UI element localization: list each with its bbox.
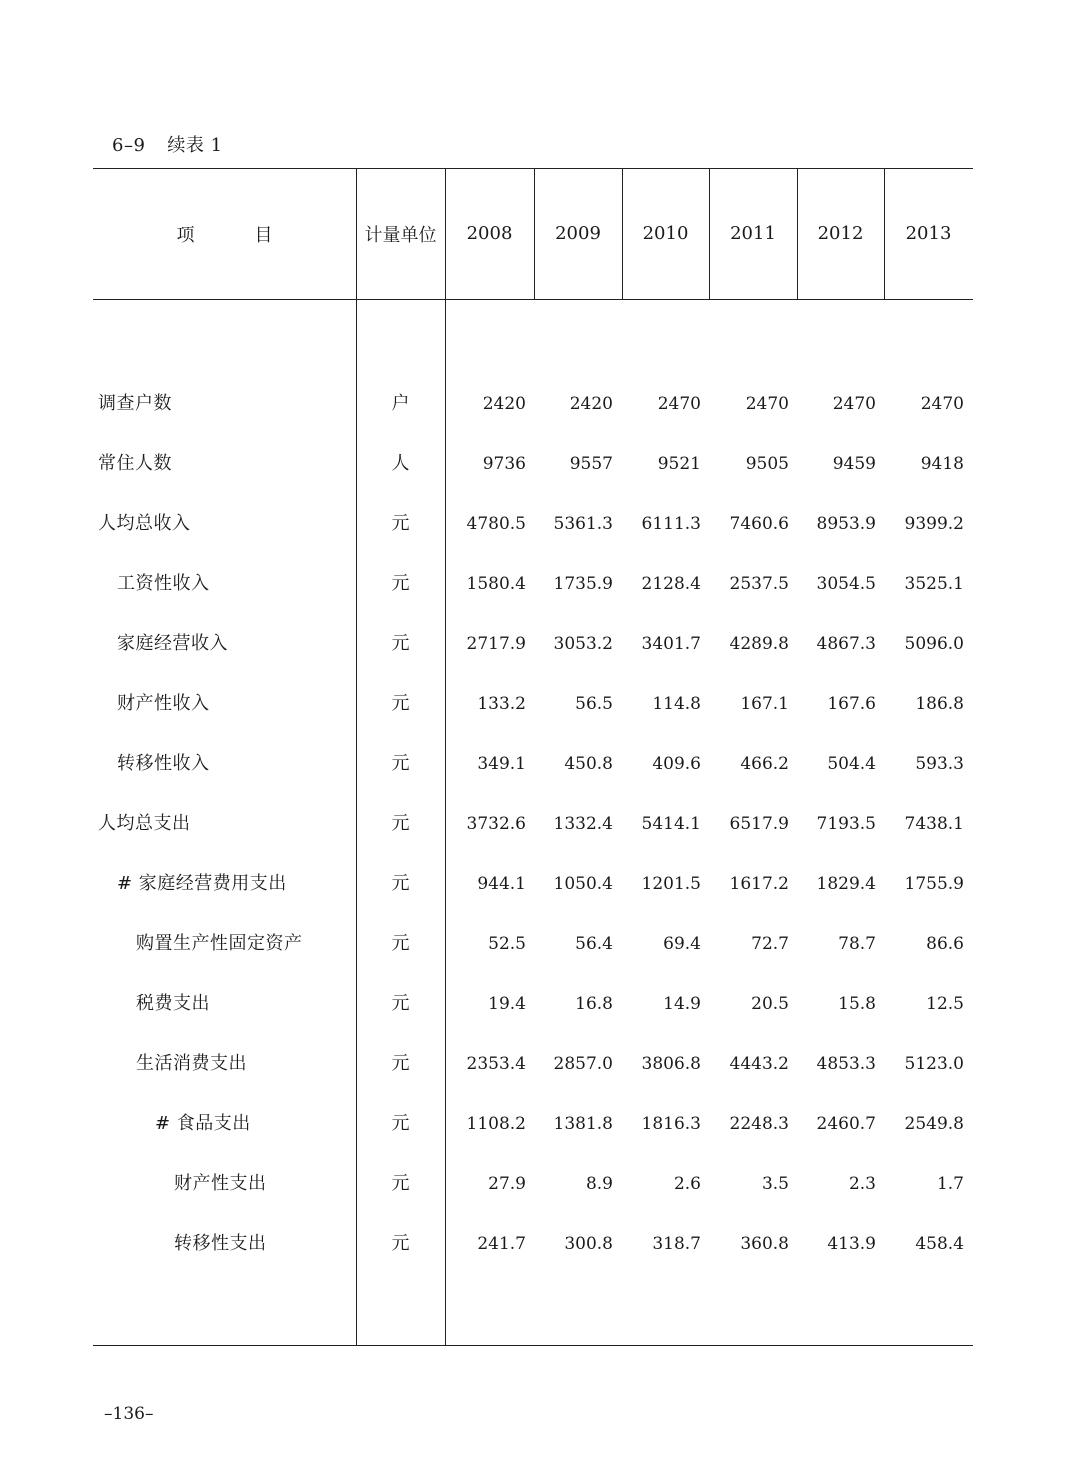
cell-value: 2470 [745, 394, 789, 414]
cell-value: 2549.8 [904, 1114, 964, 1134]
cell-value: 167.1 [740, 694, 789, 714]
cell-value: 20.5 [751, 994, 789, 1014]
cell-value: 2717.9 [466, 634, 526, 654]
cell-value: 5361.3 [553, 514, 613, 534]
header-item [93, 168, 356, 299]
cell-value: 1.7 [936, 1174, 964, 1194]
cell-value: 4289.8 [729, 634, 789, 654]
cell-value: 349.1 [477, 754, 526, 774]
cell-value: 1050.4 [553, 874, 613, 894]
table-row [93, 1094, 973, 1154]
row-label: 生活消费支出 [136, 1053, 247, 1074]
cell-value: 12.5 [926, 994, 964, 1014]
cell-value: 56.4 [575, 934, 613, 954]
row-label: 转移性收入 [117, 753, 210, 774]
cell-value: 4853.3 [816, 1054, 876, 1074]
header-bottom-rule [93, 299, 973, 300]
cell-value: 7460.6 [729, 514, 789, 534]
table-row [93, 494, 973, 554]
cell-value: 413.9 [827, 1234, 876, 1254]
cell-value: 2470 [657, 394, 701, 414]
cell-value: 72.7 [751, 934, 789, 954]
cell-value: 1201.5 [641, 874, 701, 894]
row-unit: 元 [391, 933, 410, 954]
cell-value: 1381.8 [553, 1114, 613, 1134]
table-row [93, 734, 973, 794]
cell-value: 3053.2 [553, 634, 613, 654]
row-label: # 家庭经营费用支出 [117, 873, 287, 894]
row-unit: 元 [391, 813, 410, 834]
row-label: 调查户数 [98, 393, 172, 414]
row-unit: 元 [391, 573, 410, 594]
cell-value: 466.2 [740, 754, 789, 774]
cell-value: 1617.2 [729, 874, 789, 894]
row-label: 财产性支出 [174, 1173, 267, 1194]
row-label: 税费支出 [136, 993, 210, 1014]
cell-value: 4867.3 [816, 634, 876, 654]
header-item-char-2: 目 [254, 224, 273, 246]
cell-value: 167.6 [827, 694, 876, 714]
cell-value: 14.9 [663, 994, 701, 1014]
cell-value: 8953.9 [816, 514, 876, 534]
cell-value: 9418 [920, 454, 964, 474]
row-unit: 元 [391, 1053, 410, 1074]
row-unit: 元 [391, 1113, 410, 1134]
cell-value: 52.5 [488, 934, 526, 954]
cell-value: 6111.3 [641, 514, 701, 534]
cell-value: 16.8 [575, 994, 613, 1014]
header-unit: 计量单位 [364, 224, 437, 246]
header-year: 2009 [555, 223, 601, 244]
cell-value: 3732.6 [466, 814, 526, 834]
table-number: 6–9 [112, 135, 146, 156]
cell-value: 56.5 [575, 694, 613, 714]
cell-value: 186.8 [915, 694, 964, 714]
cell-value: 944.1 [477, 874, 526, 894]
cell-value: 5123.0 [904, 1054, 964, 1074]
cell-value: 1735.9 [553, 574, 613, 594]
cell-value: 458.4 [915, 1234, 964, 1254]
row-label: 人均总收入 [98, 513, 191, 534]
cell-value: 9459 [832, 454, 876, 474]
cell-value: 360.8 [740, 1234, 789, 1254]
cell-value: 504.4 [827, 754, 876, 774]
header-year: 2013 [905, 223, 952, 244]
table-row [93, 854, 973, 914]
cell-value: 15.8 [838, 994, 876, 1014]
table-row [93, 794, 973, 854]
cell-value: 2537.5 [729, 574, 789, 594]
cell-value: 409.6 [652, 754, 701, 774]
cell-value: 2470 [832, 394, 876, 414]
table-row [93, 614, 973, 674]
table-row [93, 374, 973, 434]
cell-value: 1829.4 [816, 874, 876, 894]
cell-value: 241.7 [477, 1234, 526, 1254]
cell-value: 4780.5 [466, 514, 526, 534]
row-unit: 元 [391, 693, 410, 714]
table-row [93, 914, 973, 974]
cell-value: 3401.7 [641, 634, 701, 654]
cell-value: 2128.4 [641, 574, 701, 594]
cell-value: 7438.1 [904, 814, 964, 834]
cell-value: 2420 [569, 394, 613, 414]
cell-value: 593.3 [915, 754, 964, 774]
cell-value: 3.5 [761, 1174, 789, 1194]
cell-value: 7193.5 [816, 814, 876, 834]
cell-value: 9557 [569, 454, 613, 474]
row-unit: 元 [391, 1233, 410, 1254]
row-unit: 元 [391, 633, 410, 654]
cell-value: 8.9 [585, 1174, 613, 1194]
header-year: 2008 [466, 223, 513, 244]
cell-value: 4443.2 [729, 1054, 789, 1074]
cell-value: 1332.4 [553, 814, 613, 834]
cell-value: 318.7 [652, 1234, 701, 1254]
row-unit: 元 [391, 753, 410, 774]
cell-value: 133.2 [477, 694, 526, 714]
cell-value: 3806.8 [641, 1054, 701, 1074]
row-label: 人均总支出 [98, 813, 191, 834]
row-unit: 元 [391, 873, 410, 894]
cell-value: 2.3 [848, 1174, 876, 1194]
row-label: 购置生产性固定资产 [136, 933, 303, 954]
header-year: 2012 [817, 223, 864, 244]
table-caption [112, 131, 223, 157]
table-row [93, 1034, 973, 1094]
cell-value: 300.8 [564, 1234, 613, 1254]
cell-value: 114.8 [652, 694, 701, 714]
table-bottom-rule [93, 1345, 973, 1346]
cell-value: 19.4 [488, 994, 526, 1014]
row-label: 工资性收入 [117, 573, 210, 594]
table-row [93, 1154, 973, 1214]
data-table [93, 168, 973, 1346]
cell-value: 2857.0 [553, 1054, 613, 1074]
header-item-char-1: 项 [176, 224, 195, 246]
row-unit: 元 [391, 993, 410, 1014]
cell-value: 3054.5 [816, 574, 876, 594]
cell-value: 69.4 [663, 934, 701, 954]
cell-value: 1580.4 [466, 574, 526, 594]
cell-value: 9399.2 [904, 514, 964, 534]
table-row [93, 1214, 973, 1274]
cell-value: 9505 [745, 454, 789, 474]
cell-value: 2420 [482, 394, 526, 414]
header-year: 2011 [730, 223, 776, 244]
cell-value: 5096.0 [904, 634, 964, 654]
cell-value: 9736 [482, 454, 526, 474]
cell-value: 3525.1 [904, 574, 964, 594]
cell-value: 2353.4 [466, 1054, 526, 1074]
row-unit: 元 [391, 1173, 410, 1194]
table-row [93, 674, 973, 734]
row-label: 财产性收入 [117, 693, 210, 714]
row-label: 转移性支出 [174, 1233, 267, 1254]
row-label: 常住人数 [98, 453, 172, 474]
cell-value: 5414.1 [641, 814, 701, 834]
table-row [93, 974, 973, 1034]
cell-value: 6517.9 [729, 814, 789, 834]
cell-value: 2248.3 [729, 1114, 789, 1134]
cell-value: 2.6 [673, 1174, 701, 1194]
cell-value: 2460.7 [816, 1114, 876, 1134]
cell-value: 1108.2 [466, 1114, 526, 1134]
header-year: 2010 [642, 223, 689, 244]
cell-value: 78.7 [838, 934, 876, 954]
row-unit: 户 [391, 393, 410, 414]
row-unit: 元 [391, 513, 410, 534]
row-label: 家庭经营收入 [117, 633, 228, 654]
cell-value: 9521 [657, 454, 701, 474]
cell-value: 2470 [920, 394, 964, 414]
page-number: –136– [104, 1404, 154, 1424]
cell-value: 1755.9 [904, 874, 964, 894]
table-row [93, 434, 973, 494]
table-title: 续表 1 [167, 135, 223, 156]
cell-value: 450.8 [564, 754, 613, 774]
cell-value: 27.9 [488, 1174, 526, 1194]
cell-value: 1816.3 [641, 1114, 701, 1134]
row-unit: 人 [391, 453, 410, 474]
cell-value: 86.6 [926, 934, 964, 954]
table-row [93, 554, 973, 614]
row-label: # 食品支出 [155, 1113, 251, 1134]
